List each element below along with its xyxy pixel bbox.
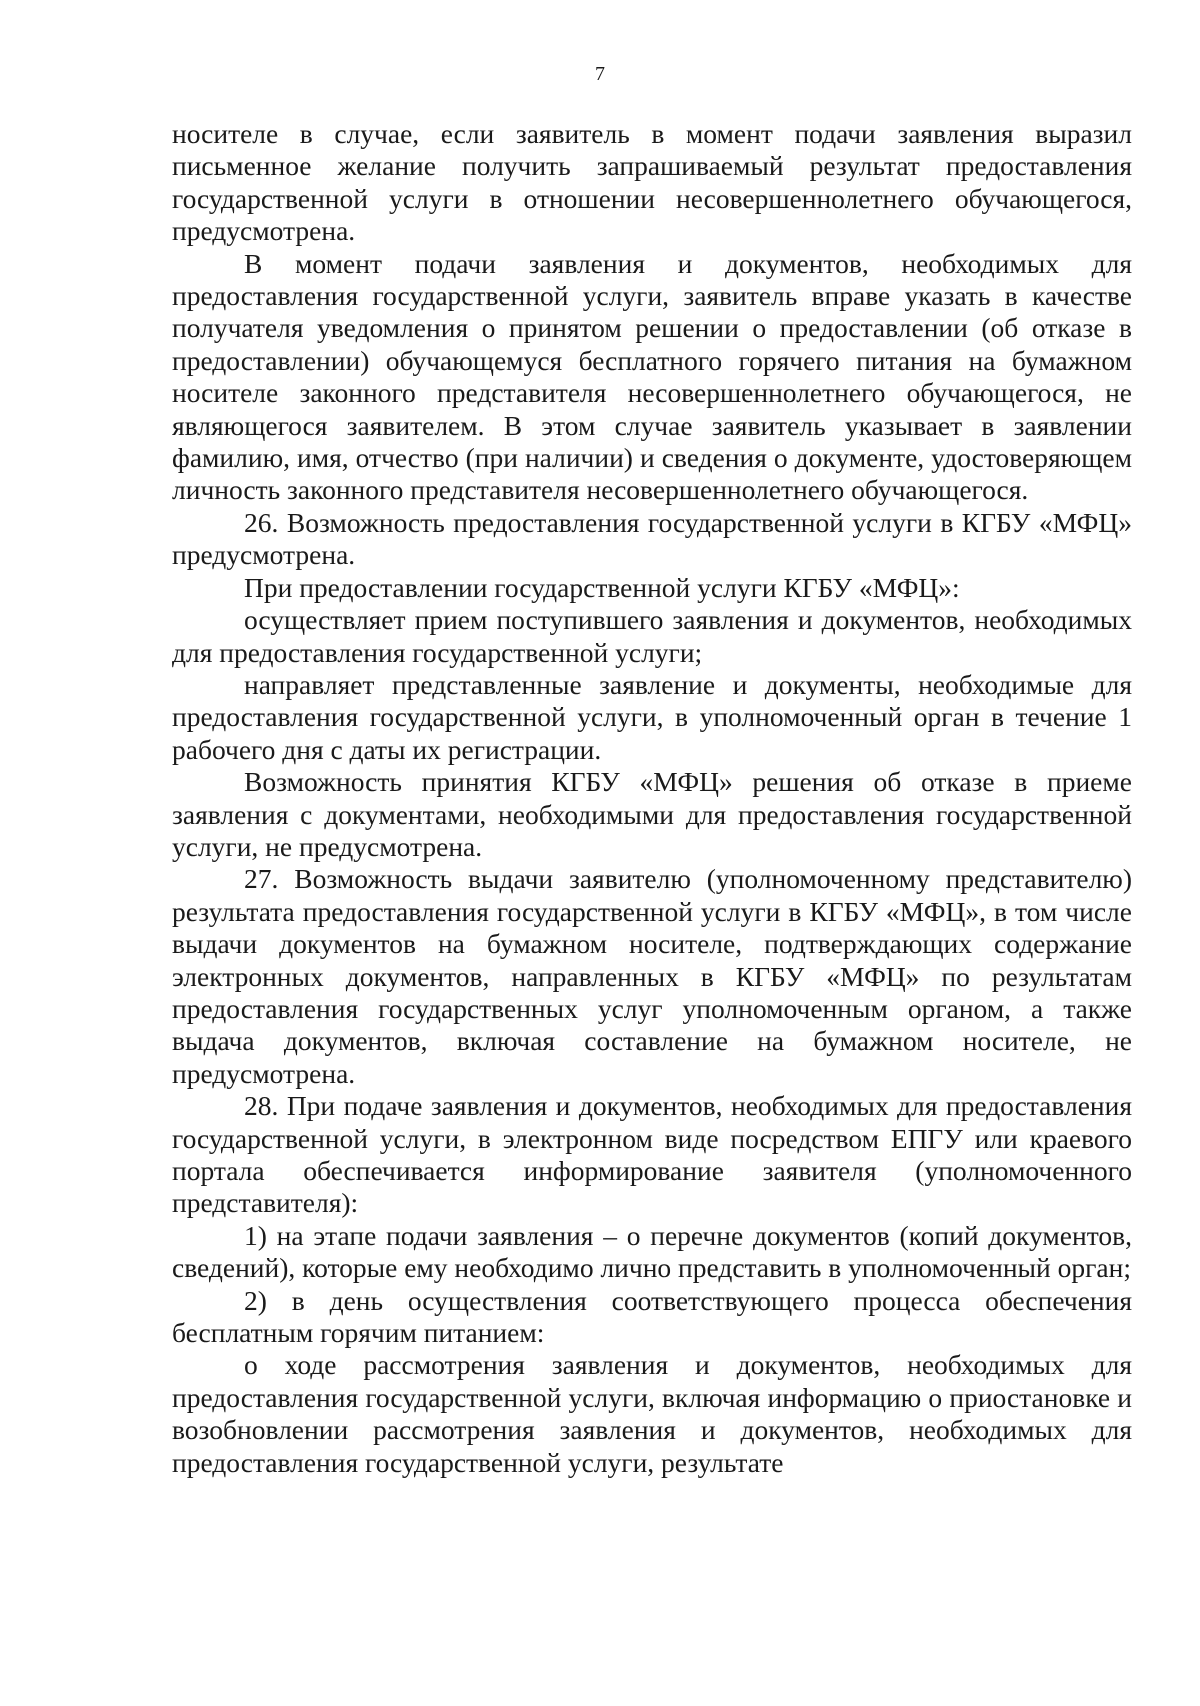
page-number: 7 bbox=[595, 63, 605, 85]
paragraph-mfc-forwards: направляет представленные заявление и документы, необходимые для предоставления государственной услуги, в уполномоченный орган в течение 1 рабочего дня с даты их регистрации. bbox=[172, 668, 1132, 765]
paragraph-continuation: носителе в случае, если заявитель в момент подачи заявления выразил письменное желание получить запрашиваемый результат предоставления государственной услуги в отношении несовершеннолетнего обучающегося, предусмотрена. bbox=[172, 118, 1132, 247]
paragraph-mfc-accepts: осуществляет прием поступившего заявления и документов, необходимых для предоставления государственной услуги; bbox=[172, 604, 1132, 668]
document-body bbox=[172, 118, 1132, 1479]
paragraph-mfc-intro: При предоставлении государственной услуги КГБУ «МФЦ»: bbox=[244, 571, 960, 603]
paragraph-26: 26. Возможность предоставления государственной услуги в КГБУ «МФЦ» предусмотрена. bbox=[172, 506, 1132, 571]
paragraph-notification-recipient: В момент подачи заявления и документов, необходимых для предоставления государственной услуги, заявитель вправе указать в качестве получателя уведомления о принятом решении о предоставлении (об отказе в предоставлении) обучающемуся бесплатного горячего питания на бумажном носителе законного представителя несовершеннолетнего обучающегося, не являющегося заявителем. В этом случае заявитель указывает в заявлении фамилию, имя, отчество (при наличии) и сведения о документе, удостоверяющем личность законного представителя несовершеннолетнего обучающегося. bbox=[172, 247, 1132, 506]
paragraph-28-item-1: 1) на этапе подачи заявления – о перечне документов (копий документов, сведений), которые ему необходимо лично представить в уполномоченный орган; bbox=[172, 1219, 1132, 1284]
paragraph-28-item-2: 2) в день осуществления соответствующего процесса обеспечения бесплатным горячим питанием: bbox=[172, 1284, 1132, 1349]
paragraph-28: 28. При подаче заявления и документов, необходимых для предоставления государственной услуги, в электронном виде посредством ЕПГУ или краевого портала обеспечивается информирование заявителя (уполномоченного представителя): bbox=[172, 1090, 1132, 1219]
paragraph-review-progress: о ходе рассмотрения заявления и документов, необходимых для предоставления государственной услуги, включая информацию о приостановке и возобновлении рассмотрения заявления и документов, необходимых для предоставления государственной услуги, результате bbox=[172, 1349, 1132, 1478]
paragraph-27: 27. Возможность выдачи заявителю (уполномоченному представителю) результата предоставления государственной услуги в КГБУ «МФЦ», в том числе выдачи документов на бумажном носителе, подтверждающих содержание электронных документов, направленных в КГБУ «МФЦ» по результатам предоставления государственных услуг уполномоченным органом, а также выдача документов, включая составление на бумажном носителе, не предусмотрена. bbox=[172, 863, 1132, 1089]
paragraph-mfc-refusal: Возможность принятия КГБУ «МФЦ» решения об отказе в приеме заявления с документами, необходимыми для предоставления государственной услуги, не предусмотрена. bbox=[172, 766, 1132, 862]
